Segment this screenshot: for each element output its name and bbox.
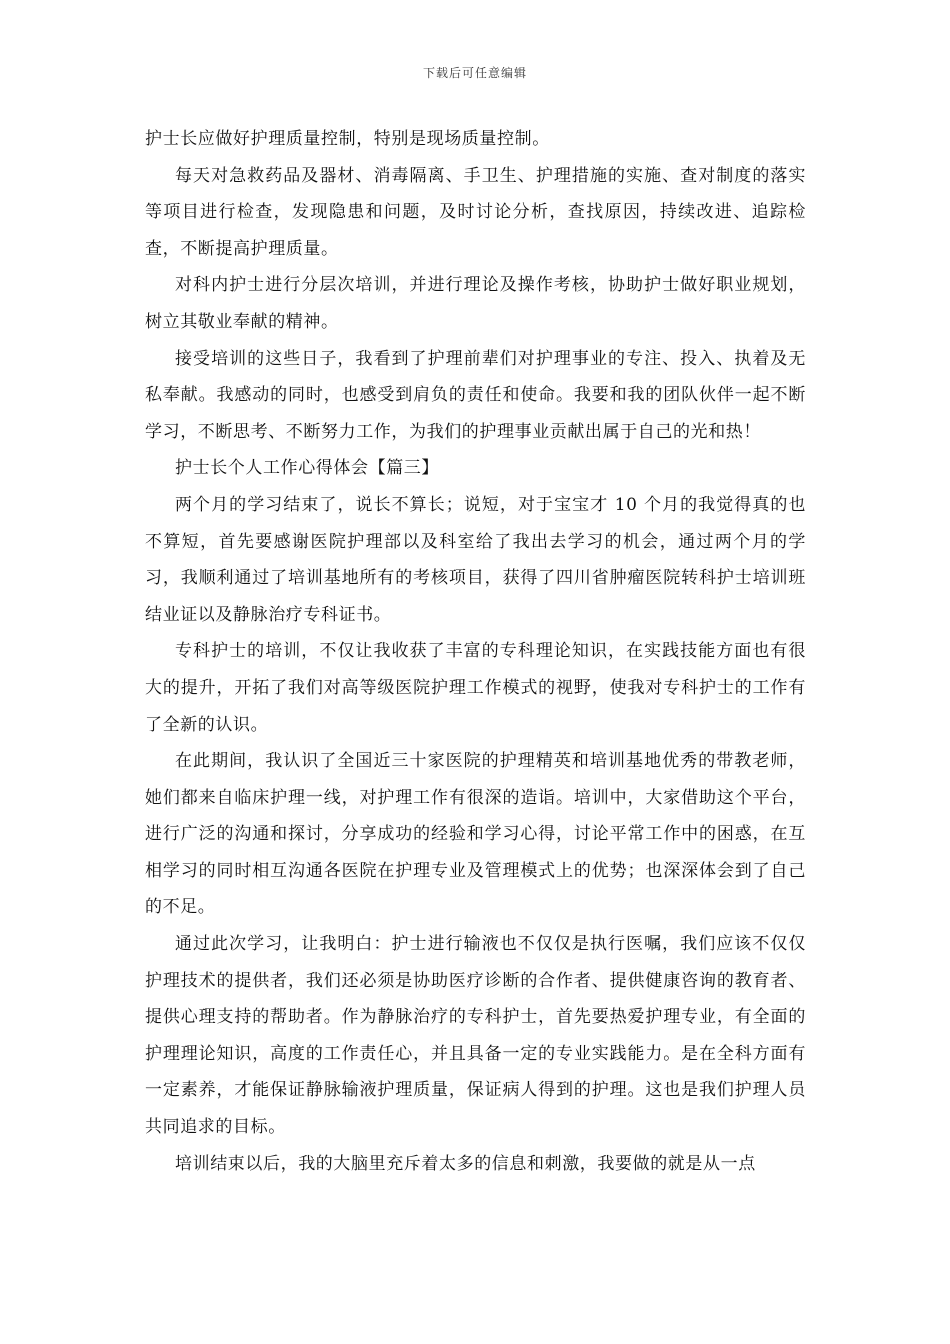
paragraph-study-end: 两个月的学习结束了，说长不算长；说短，对于宝宝才 10 个月的我觉得真的也不算短，首先要感谢医院护理部以及科室给了我出去学习的机会，通过两个月的学习，我顺利通过了培训基地所有的考核项目，获得了四川省肿瘤医院转科护士培训班结业证以及静脉治疗专科证书。 (145, 494, 806, 625)
paragraph-after-training: 培训结束以后，我的大脑里充斥着太多的信息和刺激，我要做的就是从一点 (175, 1153, 756, 1174)
paragraph-specialist-training: 专科护士的培训，不仅让我收获了丰富的专科理论知识，在实践技能方面也有很大的提升，开拓了我们对高等级医院护理工作模式的视野，使我对专科护士的工作有了全新的认识。 (145, 641, 806, 735)
paragraph-understanding: 通过此次学习，让我明白：护士进行输液也不仅仅是执行医嘱，我们应该不仅仅护理技术的提供者，我们还必须是协助医疗诊断的合作者、提供健康咨询的教育者、提供心理支持的帮助者。作为静脉治疗的专科护士，首先要热爱护理专业，有全面的护理理论知识，高度的工作责任心，并且具备一定的专业实践能力。是在全科方面有一定素养，才能保证静脉输液护理质量，保证病人得到的护理。这也是我们护理人员共同追求的目标。 (145, 934, 806, 1138)
document-body (145, 121, 806, 1182)
paragraph-reflection: 接受培训的这些日子，我看到了护理前辈们对护理事业的专注、投入、执着及无私奉献。我感动的同时，也感受到肩负的责任和使命。我要和我的团队伙伴一起不断学习，不断思考、不断努力工作，为我们的护理事业贡献出属于自己的光和热！ (145, 348, 806, 442)
paragraph-quality-control: 护士长应做好护理质量控制，特别是现场质量控制。 (145, 129, 550, 149)
section-heading: 护士长个人工作心得体会【篇三】 (175, 458, 439, 479)
paragraph-training: 对科内护士进行分层次培训，并进行理论及操作考核，协助护士做好职业规划，树立其敬业奉献的精神。 (145, 275, 806, 332)
paragraph-daily-inspection: 每天对急救药品及器材、消毒隔离、手卫生、护理措施的实施、查对制度的落实等项目进行检查，发现隐患和问题，及时讨论分析，查找原因，持续改进、追踪检查，不断提高护理质量。 (145, 165, 806, 259)
paragraph-during-period: 在此期间，我认识了全国近三十家医院的护理精英和培训基地优秀的带教老师，她们都来自临床护理一线，对护理工作有很深的造诣。培训中，大家借助这个平台，进行广泛的沟通和探讨，分享成功的经验和学习心得，讨论平常工作中的困惑，在互相学习的同时相互沟通各医院在护理专业及管理模式上的优势；也深深体会到了自己的不足。 (145, 751, 806, 918)
page-header: 下载后可任意编辑 (422, 66, 527, 80)
